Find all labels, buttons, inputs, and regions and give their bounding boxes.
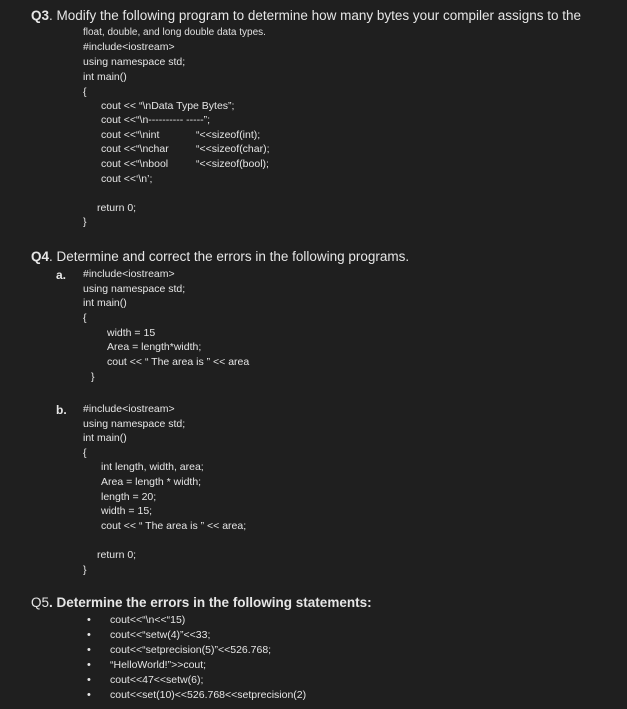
q3-code-line: }: [83, 216, 87, 228]
q4b-code-line: int main(): [83, 432, 127, 444]
q3-code-line: “<<sizeof(char);: [196, 143, 270, 155]
bullet-icon: •: [87, 644, 91, 656]
q3-code-line: #include<iostream>: [83, 41, 175, 53]
q4b-code-line: int length, width, area;: [101, 461, 204, 473]
q5-title: . Determine the errors in the following statements:: [49, 595, 372, 610]
q3-label: Q3: [31, 8, 50, 23]
q5-item: cout<<“setw(4)”<<33;: [110, 629, 211, 641]
q5-item: cout<<47<<setw(6);: [110, 674, 204, 686]
bullet-icon: •: [87, 614, 91, 626]
q3-code-line: cout << “\nData Type Bytes”;: [101, 100, 235, 112]
q4b-code-line: length = 20;: [101, 491, 157, 503]
q3-title: . Modify the following program to determine how many bytes your compiler assigns to the: [49, 8, 582, 23]
q3-code-line: cout <<‘\n’;: [101, 173, 153, 185]
q4b-code-line: width = 15;: [101, 505, 153, 517]
q5-item: cout<<set(10)<<526.768<<setprecision(2): [110, 689, 307, 701]
bullet-icon: •: [87, 629, 91, 641]
q5-item: cout<<“setprecision(5)”<<526.768;: [110, 644, 272, 656]
q4b-code-line: using namespace std;: [83, 418, 186, 430]
q3-code-line: return 0;: [97, 202, 137, 214]
q4-a-label: a.: [56, 268, 67, 282]
q4a-code-line: }: [91, 371, 95, 383]
q3-code-line: {: [83, 86, 87, 98]
bullet-icon: •: [87, 689, 91, 701]
q4a-code-line: using namespace std;: [83, 283, 186, 295]
q4a-code-line: width = 15: [107, 327, 156, 339]
q3-code-line: [83, 71, 127, 83]
q3-code-line: cout <<“\nint: [101, 129, 160, 141]
q4-heading: [31, 249, 409, 264]
q4a-code-line: Area = length*width;: [107, 341, 202, 353]
q5-label: Q5: [31, 595, 50, 610]
q4a-code-line: #include<iostream>: [83, 268, 175, 280]
q4-b-label: b.: [56, 403, 67, 417]
bullet-icon: •: [87, 674, 91, 686]
q3-heading: [31, 8, 581, 23]
q4b-code-line: Area = length * width;: [101, 476, 202, 488]
q3-code-line: cout <<“\nbool: [101, 158, 169, 170]
q3-code-line: “<<sizeof(int);: [196, 129, 261, 141]
q5-heading: [31, 595, 372, 610]
q4-label: Q4: [31, 249, 50, 264]
q3-code-line: cout <<“\n---------- -----”;: [101, 114, 211, 126]
q5-item: cout<<“\n<<“15): [110, 614, 186, 626]
q4a-code-line: {: [83, 312, 87, 324]
bullet-icon: •: [87, 659, 91, 671]
q4a-code-line: cout << “ The area is ” << area: [107, 356, 250, 368]
q3-code-line: cout <<“\nchar: [101, 143, 169, 155]
q3-subtitle: float, double, and long double data types.: [83, 27, 266, 38]
q3-code-line: using namespace std;: [83, 56, 186, 68]
q3-code-text: int main(): [83, 71, 127, 83]
q4b-code-line: cout << “ The area is ” << area;: [101, 520, 247, 532]
q3-code-line: “<<sizeof(bool);: [196, 158, 269, 170]
q4b-code-line: }: [83, 564, 87, 576]
q4b-code-line: return 0;: [97, 549, 137, 561]
q4b-code-line: #include<iostream>: [83, 403, 175, 415]
q4a-code-line: int main(): [83, 297, 127, 309]
q4-title: . Determine and correct the errors in the following programs.: [49, 249, 410, 264]
q4b-code-line: {: [83, 447, 87, 459]
q5-item: “HelloWorld!”>>cout;: [110, 659, 207, 671]
